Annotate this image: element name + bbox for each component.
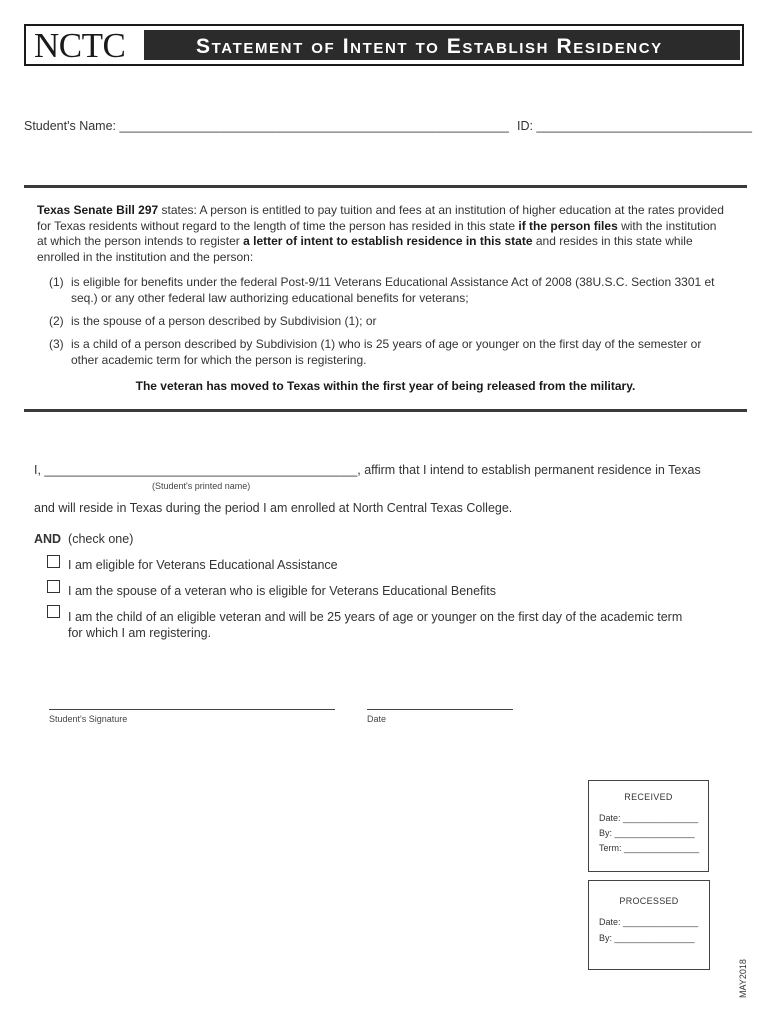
revision-date: MAY2018: [738, 959, 748, 998]
student-name-field[interactable]: Student's Name: ________________________________________________________: [24, 119, 509, 133]
date-line[interactable]: [367, 709, 513, 710]
date-caption: Date: [367, 714, 387, 724]
veteran-note: The veteran has moved to Texas within the first year of being released from the military.: [135, 379, 636, 393]
item-text: is a child of a person described by Subdivision (1) who is 25 years of age or younger on the first day of the semester or other academic term for which the person is registering.: [71, 337, 702, 367]
signature-caption: Student's Signature: [49, 714, 128, 724]
checkbox-veterans-assistance[interactable]: [47, 555, 60, 568]
checkbox-label: I am the spouse of a veteran who is eligible for Veterans Educational Benefits: [68, 584, 497, 598]
intro-text-2: with the institution at which the person intends to register: [37, 218, 717, 248]
list-item: [49, 275, 719, 307]
item-number: (1): [49, 275, 64, 289]
intro-text-1: states: A person is entitled to pay tuition and fees at an institution of higher education at the rates provided for Texas residents without regard to the length of time the person has resided in this state: [37, 203, 724, 233]
processed-date: Date: _______________: [599, 917, 699, 927]
received-title: RECEIVED: [624, 792, 673, 802]
form-header: [24, 24, 744, 66]
item-text: is the spouse of a person described by Subdivision (1); or: [71, 314, 377, 328]
received-box: [588, 780, 709, 872]
and-label: AND: [34, 532, 62, 546]
divider-bottom: [24, 409, 747, 412]
received-date: Date: _______________: [599, 813, 699, 823]
received-by: By: ________________: [599, 828, 695, 838]
senate-bill-paragraph: [37, 203, 727, 265]
intro-text-3: and resides in this state while enrolled in the institution and the person:: [37, 234, 693, 264]
divider-top: [24, 185, 747, 188]
signature-line[interactable]: [49, 709, 335, 710]
checkbox-child[interactable]: [47, 605, 60, 618]
list-item: [49, 337, 719, 369]
checkbox-spouse[interactable]: [47, 580, 60, 593]
list-item: [49, 314, 719, 330]
checkbox-label: I am the child of an eligible veteran and will be 25 years of age or younger on the first day of the academic term for which I am registering.: [68, 610, 683, 640]
check-one-heading: [34, 532, 133, 546]
processed-by: By: ________________: [599, 933, 695, 943]
affirm-line-2: and will reside in Texas during the period I am enrolled at North Central Texas College.: [34, 501, 513, 515]
item-number: (2): [49, 314, 64, 328]
intro-bold-2: a letter of intent to establish residence in this state: [243, 234, 533, 248]
item-number: (3): [49, 337, 64, 351]
processed-title: PROCESSED: [619, 896, 679, 906]
intro-bold-1: if the person files: [518, 218, 618, 233]
student-id-field[interactable]: ID: _______________________________: [517, 119, 752, 133]
processed-box: [588, 880, 710, 970]
check-instruction: (check one): [68, 532, 134, 546]
affirm-line[interactable]: I, _____________________________________________, affirm that I intend to establish permanent residence in Texas: [34, 463, 701, 477]
checkbox-label: I am eligible for Veterans Educational Assistance: [68, 558, 338, 572]
form-title: Statement of Intent to Establish Residency: [196, 35, 663, 58]
nctc-logo: NCTC: [34, 26, 126, 65]
senate-bill-title: Texas Senate Bill 297: [37, 203, 159, 217]
printed-name-caption: (Student's printed name): [152, 481, 251, 491]
received-term: Term: _______________: [599, 843, 700, 853]
item-text: is eligible for benefits under the federal Post-9/11 Veterans Educational Assistance Act of 2008 (38U.S.C. Section 3301 et seq.) or any other federal law authorizing educational benefits for veterans;: [71, 275, 715, 305]
